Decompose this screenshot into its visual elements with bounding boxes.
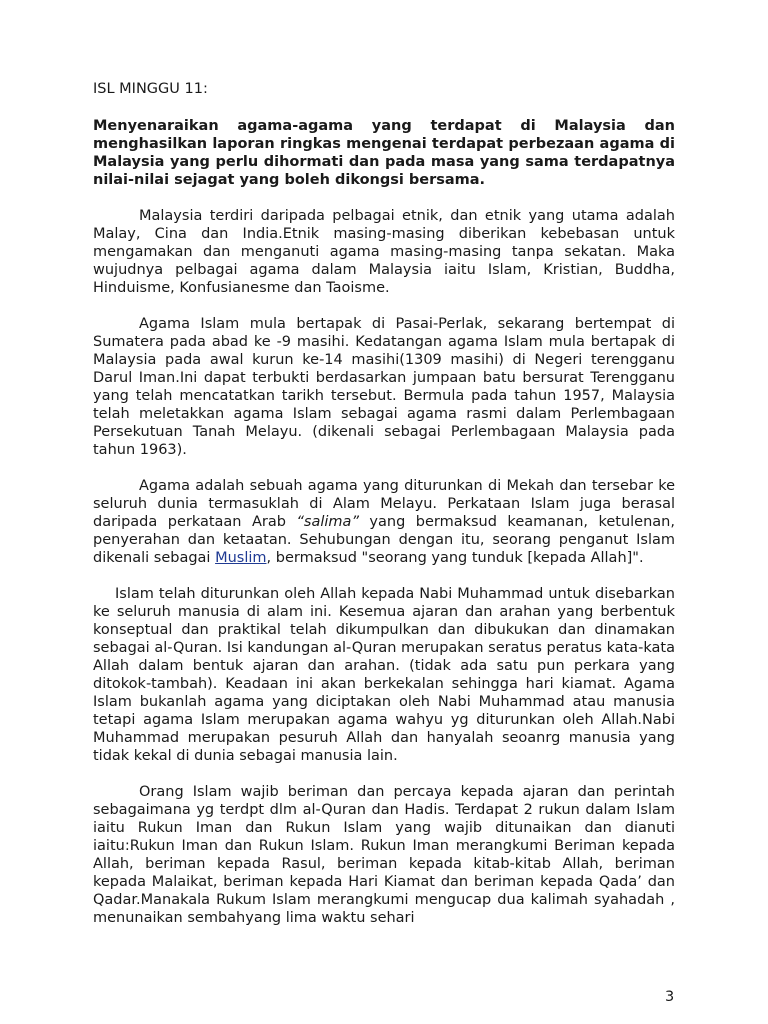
paragraph-3-text-c: , bermaksud "seorang yang tunduk [kepada Allah]". (266, 550, 644, 566)
document-subject: Menyenaraikan agama-agama yang terdapat di Malaysia dan menghasilkan laporan ringkas mengenai terdapat perbezaan agama di Malaysia yang perlu dihormati dan pada masa yang sama terdapatnya nilai-nilai sejagat yang boleh dikongsi bersama. (93, 118, 675, 188)
arabic-term: “salima” (296, 514, 359, 530)
paragraph-3-text-b: yang bermaksud keamanan, ketulenan, penyerahan dan ketaatan. Sehubungan dengan itu, seorang penganut Islam dikenali sebagai (93, 514, 675, 566)
paragraph-4: Islam telah diturunkan oleh Allah kepada Nabi Muhammad untuk disebarkan ke seluruh manusia di alam ini. Kesemua ajaran dan arahan yang berbentuk konseptual dan praktikal telah dikumpulkan dan dibukukan dan dinamakan sebagai al-Quran. Isi kandungan al-Quran merupakan seratus peratus kata-kata Allah dalam bentuk ajaran dan arahan. (tidak ada satu pun perkara yang ditokok-tambah). Keadaan ini akan berkekalan sehingga hari kiamat. Agama Islam bukanlah agama yang diciptakan oleh Nabi Muhammad atau manusia tetapi agama Islam merupakan agama wahyu yg diturunkan oleh Allah.Nabi Muhammad merupakan pesuruh Allah dan hanyalah seoanrg manusia yang tidak kekal di dunia sebagai manusia lain. (93, 586, 675, 764)
document-page (93, 80, 675, 945)
page-number: 3 (665, 989, 675, 1005)
muslim-link[interactable]: Muslim (215, 550, 267, 566)
document-heading: ISL MINGGU 11: (93, 81, 208, 97)
paragraph-2: Agama Islam mula bertapak di Pasai-Perlak, sekarang bertempat di Sumatera pada abad ke -9 masihi. Kedatangan agama Islam mula bertapak di Malaysia pada awal kurun ke-14 masihi(1309 masihi) di Negeri terengganu Darul Iman.Ini dapat terbukti berdasarkan jumpaan batu bersurat Terengganu yang telah mencatatkan tarikh tersebut. Bermula pada tahun 1957, Malaysia telah meletakkan agama Islam sebagai agama rasmi dalam Perlembagaan Persekutuan Tanah Melayu. (dikenali sebagai Perlembagaan Malaysia pada tahun 1963). (93, 316, 675, 458)
paragraph-3-text-a: Agama adalah sebuah agama yang diturunkan di Mekah dan tersebar ke seluruh dunia termasuklah di Alam Melayu. Perkataan Islam juga berasal daripada perkataan Arab (93, 478, 675, 530)
paragraph-5: Orang Islam wajib beriman dan percaya kepada ajaran dan perintah sebagaimana yg terdpt dlm al-Quran dan Hadis. Terdapat 2 rukun dalam Islam iaitu Rukun Iman dan Rukun Islam yang wajib ditunaikan dan dianuti iaitu:Rukun Iman dan Rukun Islam. Rukun Iman merangkumi Beriman kepada Allah, beriman kepada Rasul, beriman kepada kitab-kitab Allah, beriman kepada Malaikat, beriman kepada Hari Kiamat dan beriman kepada Qada’ dan Qadar.Manakala Rukum Islam merangkumi mengucap dua kalimah syahadah , menunaikan sembahyang lima waktu sehari (93, 784, 675, 926)
paragraph-1: Malaysia terdiri daripada pelbagai etnik, dan etnik yang utama adalah Malay, Cina dan India.Etnik masing-masing diberikan kebebasan untuk mengamakan dan menganuti agama masing-masing tanpa sekatan. Maka wujudnya pelbagai agama dalam Malaysia iaitu Islam, Kristian, Buddha, Hinduisme, Konfusianesme dan Taoisme. (93, 208, 675, 296)
paragraph-3 (93, 477, 675, 567)
